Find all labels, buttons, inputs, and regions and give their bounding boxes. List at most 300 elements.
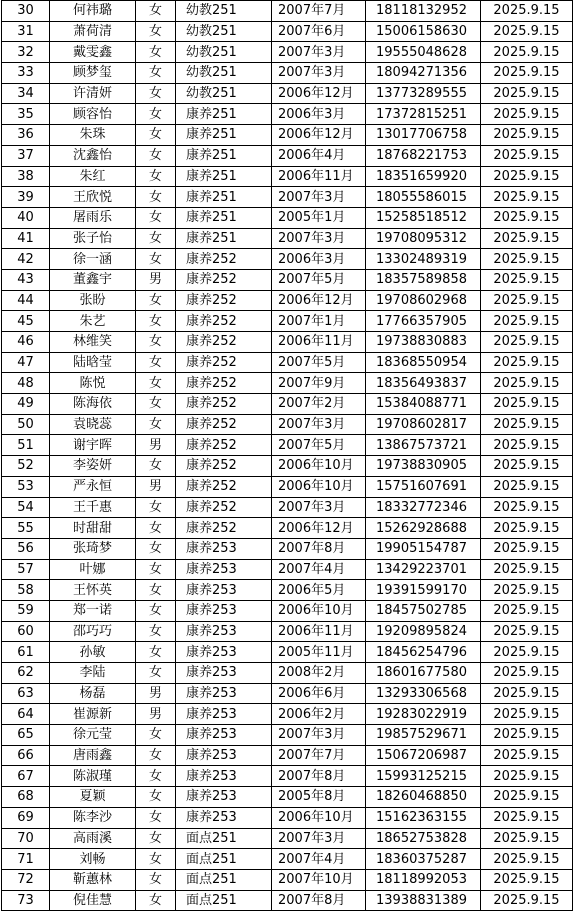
phone-cell: 18351659920 [366, 166, 481, 187]
gender-cell: 女 [136, 166, 176, 187]
class-cell: 康养253 [176, 642, 272, 663]
table-row [2, 290, 573, 311]
phone-cell: 19283022919 [366, 704, 481, 725]
date-cell: 2025.9.15 [481, 373, 573, 394]
name-cell: 顾梦玺 [50, 63, 136, 84]
class-cell: 面点251 [176, 869, 272, 890]
date-cell: 2025.9.15 [481, 269, 573, 290]
table-row [2, 890, 573, 911]
class-cell: 幼教251 [176, 83, 272, 104]
birth-date-cell: 2007年3月 [272, 414, 366, 435]
table-row [2, 704, 573, 725]
table-row [2, 42, 573, 63]
phone-cell: 18360375287 [366, 849, 481, 870]
phone-cell: 18768221753 [366, 145, 481, 166]
gender-cell: 女 [136, 394, 176, 415]
date-cell: 2025.9.15 [481, 394, 573, 415]
row-number-cell: 31 [2, 21, 50, 42]
table-row [2, 849, 573, 870]
class-cell: 康养252 [176, 414, 272, 435]
table-row [2, 869, 573, 890]
class-cell: 康养253 [176, 704, 272, 725]
gender-cell: 女 [136, 725, 176, 746]
table-row [2, 828, 573, 849]
gender-cell: 女 [136, 518, 176, 539]
name-cell: 夏颖 [50, 787, 136, 808]
birth-date-cell: 2006年11月 [272, 621, 366, 642]
gender-cell: 女 [136, 207, 176, 228]
birth-date-cell: 2005年8月 [272, 787, 366, 808]
date-cell: 2025.9.15 [481, 497, 573, 518]
table-row [2, 145, 573, 166]
phone-cell: 18332772346 [366, 497, 481, 518]
name-cell: 陈悦 [50, 373, 136, 394]
phone-cell: 13017706758 [366, 125, 481, 146]
phone-cell: 15162363155 [366, 807, 481, 828]
table-row [2, 373, 573, 394]
row-number-cell: 70 [2, 828, 50, 849]
table-row [2, 21, 573, 42]
birth-date-cell: 2006年10月 [272, 456, 366, 477]
date-cell: 2025.9.15 [481, 414, 573, 435]
birth-date-cell: 2006年4月 [272, 145, 366, 166]
class-cell: 康养251 [176, 104, 272, 125]
phone-cell: 18118132952 [366, 1, 481, 22]
class-cell: 康养251 [176, 228, 272, 249]
class-cell: 康养253 [176, 683, 272, 704]
name-cell: 邵巧巧 [50, 621, 136, 642]
date-cell: 2025.9.15 [481, 580, 573, 601]
table-body [2, 1, 573, 911]
table-row [2, 600, 573, 621]
birth-date-cell: 2006年10月 [272, 807, 366, 828]
name-cell: 时甜甜 [50, 518, 136, 539]
name-cell: 李姿妍 [50, 456, 136, 477]
class-cell: 康养252 [176, 249, 272, 270]
date-cell: 2025.9.15 [481, 42, 573, 63]
date-cell: 2025.9.15 [481, 766, 573, 787]
gender-cell: 女 [136, 1, 176, 22]
class-cell: 康养251 [176, 125, 272, 146]
name-cell: 杨磊 [50, 683, 136, 704]
birth-date-cell: 2007年5月 [272, 352, 366, 373]
phone-cell: 15751607691 [366, 476, 481, 497]
phone-cell: 15067206987 [366, 745, 481, 766]
birth-date-cell: 2007年7月 [272, 1, 366, 22]
table-row [2, 663, 573, 684]
birth-date-cell: 2007年10月 [272, 869, 366, 890]
date-cell: 2025.9.15 [481, 456, 573, 477]
row-number-cell: 44 [2, 290, 50, 311]
table-row [2, 745, 573, 766]
gender-cell: 女 [136, 373, 176, 394]
phone-cell: 18260468850 [366, 787, 481, 808]
birth-date-cell: 2006年3月 [272, 249, 366, 270]
name-cell: 陆晗莹 [50, 352, 136, 373]
gender-cell: 女 [136, 228, 176, 249]
date-cell: 2025.9.15 [481, 787, 573, 808]
birth-date-cell: 2007年3月 [272, 497, 366, 518]
row-number-cell: 73 [2, 890, 50, 911]
gender-cell: 女 [136, 787, 176, 808]
class-cell: 康养252 [176, 456, 272, 477]
birth-date-cell: 2006年5月 [272, 580, 366, 601]
class-cell: 康养253 [176, 787, 272, 808]
name-cell: 严永恒 [50, 476, 136, 497]
birth-date-cell: 2007年3月 [272, 725, 366, 746]
name-cell: 沈鑫怡 [50, 145, 136, 166]
phone-cell: 15262928688 [366, 518, 481, 539]
table-row [2, 166, 573, 187]
birth-date-cell: 2007年3月 [272, 228, 366, 249]
row-number-cell: 55 [2, 518, 50, 539]
class-cell: 面点251 [176, 890, 272, 911]
class-cell: 康养252 [176, 290, 272, 311]
phone-cell: 18652753828 [366, 828, 481, 849]
birth-date-cell: 2006年12月 [272, 518, 366, 539]
gender-cell: 女 [136, 600, 176, 621]
class-cell: 康养252 [176, 497, 272, 518]
row-number-cell: 71 [2, 849, 50, 870]
row-number-cell: 41 [2, 228, 50, 249]
gender-cell: 男 [136, 435, 176, 456]
class-cell: 幼教251 [176, 21, 272, 42]
row-number-cell: 39 [2, 187, 50, 208]
class-cell: 幼教251 [176, 42, 272, 63]
gender-cell: 女 [136, 559, 176, 580]
table-row [2, 476, 573, 497]
phone-cell: 13293306568 [366, 683, 481, 704]
date-cell: 2025.9.15 [481, 476, 573, 497]
class-cell: 康养252 [176, 518, 272, 539]
birth-date-cell: 2006年6月 [272, 683, 366, 704]
table-row [2, 642, 573, 663]
gender-cell: 女 [136, 414, 176, 435]
date-cell: 2025.9.15 [481, 683, 573, 704]
date-cell: 2025.9.15 [481, 807, 573, 828]
row-number-cell: 72 [2, 869, 50, 890]
class-cell: 康养252 [176, 394, 272, 415]
birth-date-cell: 2007年7月 [272, 745, 366, 766]
table-row [2, 125, 573, 146]
table-row [2, 228, 573, 249]
class-cell: 康养252 [176, 352, 272, 373]
phone-cell: 19905154787 [366, 538, 481, 559]
name-cell: 何祎璐 [50, 1, 136, 22]
row-number-cell: 60 [2, 621, 50, 642]
phone-cell: 15006158630 [366, 21, 481, 42]
class-cell: 康养252 [176, 332, 272, 353]
gender-cell: 女 [136, 869, 176, 890]
class-cell: 康养252 [176, 435, 272, 456]
table-row [2, 559, 573, 580]
table-row [2, 83, 573, 104]
birth-date-cell: 2007年3月 [272, 63, 366, 84]
birth-date-cell: 2007年6月 [272, 21, 366, 42]
table-row [2, 787, 573, 808]
date-cell: 2025.9.15 [481, 1, 573, 22]
date-cell: 2025.9.15 [481, 704, 573, 725]
name-cell: 靳蕙林 [50, 869, 136, 890]
name-cell: 倪佳慧 [50, 890, 136, 911]
birth-date-cell: 2007年3月 [272, 187, 366, 208]
date-cell: 2025.9.15 [481, 207, 573, 228]
birth-date-cell: 2006年10月 [272, 476, 366, 497]
row-number-cell: 51 [2, 435, 50, 456]
gender-cell: 女 [136, 766, 176, 787]
phone-cell: 19209895824 [366, 621, 481, 642]
date-cell: 2025.9.15 [481, 187, 573, 208]
phone-cell: 19708602817 [366, 414, 481, 435]
phone-cell: 19708095312 [366, 228, 481, 249]
birth-date-cell: 2006年3月 [272, 104, 366, 125]
name-cell: 陈海依 [50, 394, 136, 415]
class-cell: 康养253 [176, 580, 272, 601]
class-cell: 康养253 [176, 745, 272, 766]
table-row [2, 766, 573, 787]
gender-cell: 女 [136, 83, 176, 104]
gender-cell: 女 [136, 642, 176, 663]
date-cell: 2025.9.15 [481, 352, 573, 373]
phone-cell: 18368550954 [366, 352, 481, 373]
birth-date-cell: 2007年8月 [272, 766, 366, 787]
table-row [2, 497, 573, 518]
student-table [1, 0, 573, 911]
class-cell: 康养253 [176, 559, 272, 580]
date-cell: 2025.9.15 [481, 642, 573, 663]
class-cell: 幼教251 [176, 1, 272, 22]
gender-cell: 女 [136, 249, 176, 270]
row-number-cell: 35 [2, 104, 50, 125]
row-number-cell: 38 [2, 166, 50, 187]
table-row [2, 538, 573, 559]
class-cell: 康养253 [176, 807, 272, 828]
class-cell: 康养252 [176, 311, 272, 332]
row-number-cell: 57 [2, 559, 50, 580]
gender-cell: 女 [136, 828, 176, 849]
gender-cell: 女 [136, 332, 176, 353]
table-row [2, 683, 573, 704]
birth-date-cell: 2007年8月 [272, 538, 366, 559]
row-number-cell: 67 [2, 766, 50, 787]
class-cell: 康养252 [176, 476, 272, 497]
date-cell: 2025.9.15 [481, 621, 573, 642]
class-cell: 康养253 [176, 538, 272, 559]
table-row [2, 332, 573, 353]
class-cell: 康养253 [176, 766, 272, 787]
date-cell: 2025.9.15 [481, 538, 573, 559]
name-cell: 萧荷清 [50, 21, 136, 42]
table-row [2, 435, 573, 456]
table-row [2, 269, 573, 290]
row-number-cell: 40 [2, 207, 50, 228]
name-cell: 徐一涵 [50, 249, 136, 270]
name-cell: 王欣悦 [50, 187, 136, 208]
row-number-cell: 65 [2, 725, 50, 746]
gender-cell: 男 [136, 683, 176, 704]
name-cell: 叶娜 [50, 559, 136, 580]
gender-cell: 女 [136, 580, 176, 601]
phone-cell: 19857529671 [366, 725, 481, 746]
row-number-cell: 63 [2, 683, 50, 704]
name-cell: 林维笑 [50, 332, 136, 353]
name-cell: 陈李沙 [50, 807, 136, 828]
date-cell: 2025.9.15 [481, 249, 573, 270]
name-cell: 张子怡 [50, 228, 136, 249]
birth-date-cell: 2006年2月 [272, 704, 366, 725]
phone-cell: 18456254796 [366, 642, 481, 663]
row-number-cell: 46 [2, 332, 50, 353]
table-row [2, 1, 573, 22]
phone-cell: 13429223701 [366, 559, 481, 580]
phone-cell: 19555048628 [366, 42, 481, 63]
phone-cell: 13773289555 [366, 83, 481, 104]
name-cell: 朱红 [50, 166, 136, 187]
name-cell: 朱珠 [50, 125, 136, 146]
name-cell: 张盼 [50, 290, 136, 311]
name-cell: 陈淑瑾 [50, 766, 136, 787]
date-cell: 2025.9.15 [481, 332, 573, 353]
date-cell: 2025.9.15 [481, 663, 573, 684]
gender-cell: 女 [136, 187, 176, 208]
phone-cell: 17766357905 [366, 311, 481, 332]
date-cell: 2025.9.15 [481, 890, 573, 911]
row-number-cell: 49 [2, 394, 50, 415]
gender-cell: 女 [136, 290, 176, 311]
row-number-cell: 48 [2, 373, 50, 394]
class-cell: 康养251 [176, 145, 272, 166]
date-cell: 2025.9.15 [481, 21, 573, 42]
birth-date-cell: 2006年10月 [272, 600, 366, 621]
name-cell: 董鑫宇 [50, 269, 136, 290]
table-row [2, 456, 573, 477]
birth-date-cell: 2007年8月 [272, 890, 366, 911]
birth-date-cell: 2005年11月 [272, 642, 366, 663]
row-number-cell: 53 [2, 476, 50, 497]
name-cell: 张琦梦 [50, 538, 136, 559]
phone-cell: 13938831389 [366, 890, 481, 911]
birth-date-cell: 2006年12月 [272, 83, 366, 104]
phone-cell: 18094271356 [366, 63, 481, 84]
date-cell: 2025.9.15 [481, 435, 573, 456]
birth-date-cell: 2006年12月 [272, 290, 366, 311]
class-cell: 康养251 [176, 166, 272, 187]
name-cell: 屠雨乐 [50, 207, 136, 228]
date-cell: 2025.9.15 [481, 518, 573, 539]
gender-cell: 女 [136, 456, 176, 477]
birth-date-cell: 2005年1月 [272, 207, 366, 228]
row-number-cell: 47 [2, 352, 50, 373]
name-cell: 许清妍 [50, 83, 136, 104]
table-row [2, 394, 573, 415]
birth-date-cell: 2007年5月 [272, 269, 366, 290]
phone-cell: 13867573721 [366, 435, 481, 456]
gender-cell: 女 [136, 663, 176, 684]
birth-date-cell: 2007年4月 [272, 849, 366, 870]
gender-cell: 女 [136, 42, 176, 63]
class-cell: 康养253 [176, 663, 272, 684]
birth-date-cell: 2007年1月 [272, 311, 366, 332]
class-cell: 面点251 [176, 849, 272, 870]
name-cell: 崔源新 [50, 704, 136, 725]
gender-cell: 女 [136, 352, 176, 373]
phone-cell: 18357589858 [366, 269, 481, 290]
table-row [2, 580, 573, 601]
table-row [2, 187, 573, 208]
gender-cell: 女 [136, 538, 176, 559]
table-row [2, 352, 573, 373]
birth-date-cell: 2008年2月 [272, 663, 366, 684]
row-number-cell: 33 [2, 63, 50, 84]
row-number-cell: 62 [2, 663, 50, 684]
date-cell: 2025.9.15 [481, 725, 573, 746]
date-cell: 2025.9.15 [481, 849, 573, 870]
date-cell: 2025.9.15 [481, 311, 573, 332]
table-row [2, 621, 573, 642]
date-cell: 2025.9.15 [481, 145, 573, 166]
gender-cell: 女 [136, 745, 176, 766]
phone-cell: 13302489319 [366, 249, 481, 270]
table-row [2, 104, 573, 125]
row-number-cell: 56 [2, 538, 50, 559]
row-number-cell: 61 [2, 642, 50, 663]
phone-cell: 15258518512 [366, 207, 481, 228]
birth-date-cell: 2007年4月 [272, 559, 366, 580]
phone-cell: 18601677580 [366, 663, 481, 684]
birth-date-cell: 2007年3月 [272, 42, 366, 63]
date-cell: 2025.9.15 [481, 745, 573, 766]
gender-cell: 男 [136, 704, 176, 725]
phone-cell: 18356493837 [366, 373, 481, 394]
row-number-cell: 32 [2, 42, 50, 63]
gender-cell: 女 [136, 21, 176, 42]
table-row [2, 725, 573, 746]
class-cell: 康养252 [176, 269, 272, 290]
date-cell: 2025.9.15 [481, 166, 573, 187]
gender-cell: 男 [136, 269, 176, 290]
row-number-cell: 58 [2, 580, 50, 601]
name-cell: 郑一诺 [50, 600, 136, 621]
gender-cell: 女 [136, 311, 176, 332]
table-row [2, 311, 573, 332]
phone-cell: 18118992053 [366, 869, 481, 890]
row-number-cell: 64 [2, 704, 50, 725]
date-cell: 2025.9.15 [481, 125, 573, 146]
row-number-cell: 43 [2, 269, 50, 290]
row-number-cell: 42 [2, 249, 50, 270]
birth-date-cell: 2007年5月 [272, 435, 366, 456]
class-cell: 康养253 [176, 600, 272, 621]
gender-cell: 女 [136, 807, 176, 828]
birth-date-cell: 2007年3月 [272, 828, 366, 849]
gender-cell: 女 [136, 145, 176, 166]
name-cell: 王怀英 [50, 580, 136, 601]
name-cell: 谢宇晖 [50, 435, 136, 456]
class-cell: 康养253 [176, 725, 272, 746]
name-cell: 孙敏 [50, 642, 136, 663]
date-cell: 2025.9.15 [481, 228, 573, 249]
name-cell: 戴雯鑫 [50, 42, 136, 63]
table-row [2, 518, 573, 539]
date-cell: 2025.9.15 [481, 828, 573, 849]
date-cell: 2025.9.15 [481, 600, 573, 621]
gender-cell: 女 [136, 849, 176, 870]
gender-cell: 女 [136, 621, 176, 642]
name-cell: 高雨溪 [50, 828, 136, 849]
row-number-cell: 59 [2, 600, 50, 621]
gender-cell: 女 [136, 104, 176, 125]
row-number-cell: 54 [2, 497, 50, 518]
